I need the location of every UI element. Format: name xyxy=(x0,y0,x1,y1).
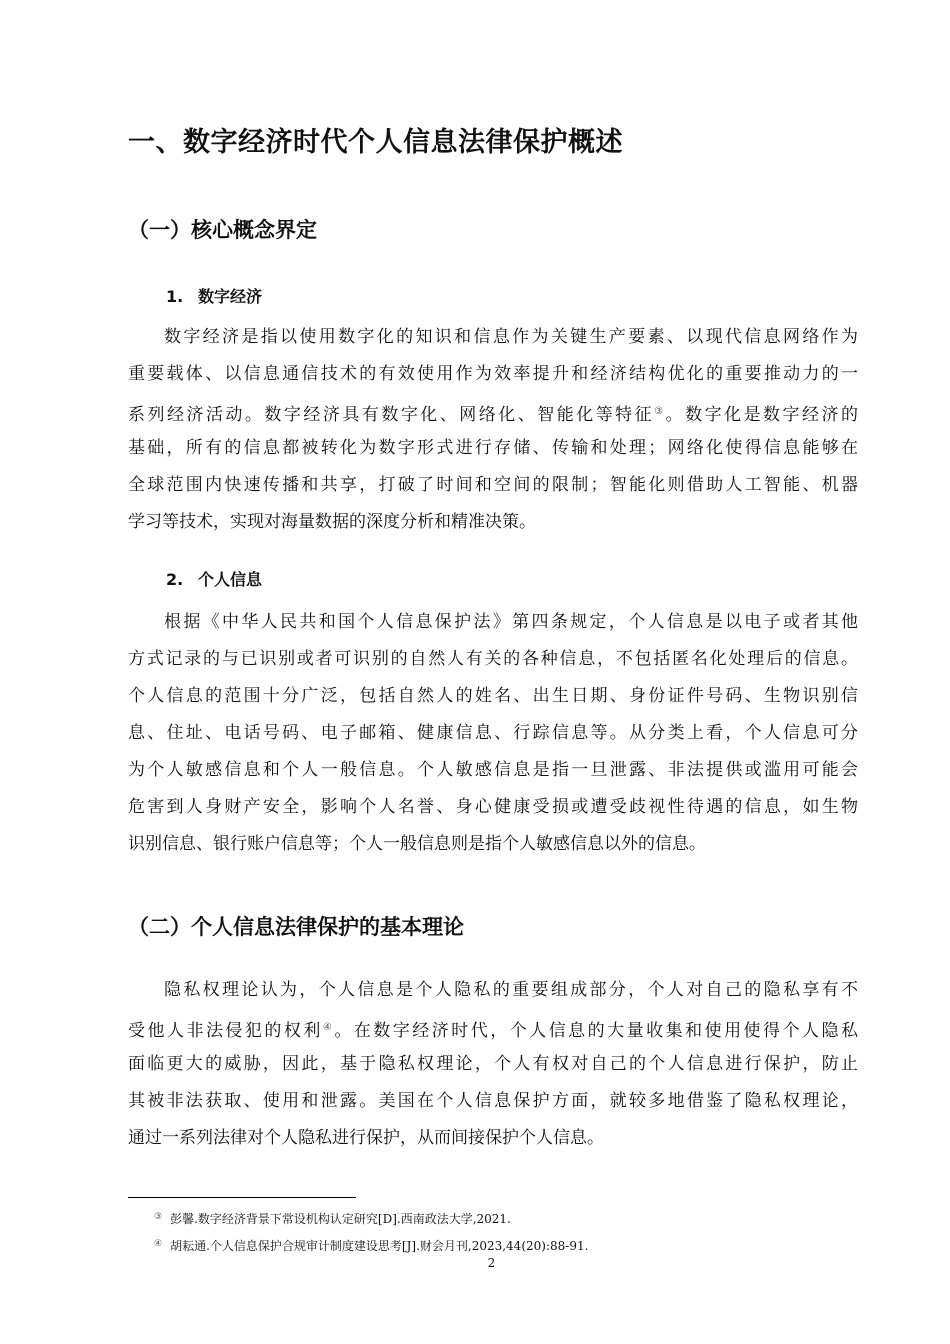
text-line: 隐私权理论认为，个人信息是个人隐私的重要组成部分，个人对自己的隐私享有不 xyxy=(164,980,858,1000)
paragraph-digital-economy xyxy=(128,319,858,541)
subsection-number: 1. xyxy=(166,287,184,306)
chapter-heading: 一、数字经济时代个人信息法律保护概述 xyxy=(128,127,623,158)
footnote-ref-4[interactable]: ④ xyxy=(322,1022,335,1033)
text-line: 危害到人身财产安全，影响个人名誉、身心健康受损或遭受歧视性待遇的信息，如生物 xyxy=(128,797,858,817)
subsection-heading-digital-economy xyxy=(166,284,262,307)
text-line: 方式记录的与已识别或者可识别的自然人有关的各种信息，不包括匿名化处理后的信息。 xyxy=(128,649,858,669)
text-line: 重要载体、以信息通信技术的有效使用作为效率提升和经济结构优化的重要推动力的一 xyxy=(128,364,858,384)
text-fragment: 系列经济活动。数字经济具有数字化、网络化、智能化等特征 xyxy=(128,405,655,425)
subsection-heading-personal-info xyxy=(166,567,262,590)
text-fragment: 受他人非法侵犯的权利 xyxy=(128,1021,323,1041)
page-number: 2 xyxy=(487,1256,496,1270)
text-line: 根据《中华人民共和国个人信息保护法》第四条规定，个人信息是以电子或者其他 xyxy=(164,612,858,632)
subsection-title: 个人信息 xyxy=(198,570,263,589)
footnote-4 xyxy=(154,1236,588,1254)
footnote-mark: ④ xyxy=(154,1239,163,1249)
text-line: 其被非法获取、使用和泄露。美国在个人信息保护方面，就较多地借鉴了隐私权理论， xyxy=(128,1091,858,1111)
paragraph-privacy-theory xyxy=(128,972,858,1157)
text-line: 通过一系列法律对个人隐私进行保护，从而间接保护个人信息。 xyxy=(128,1128,604,1148)
footnote-separator xyxy=(128,1197,356,1198)
footnote-text: 彭馨.数字经济背景下常设机构认定研究[D].西南政法大学,2021. xyxy=(170,1212,511,1226)
text-line: 为个人敏感信息和个人一般信息。个人敏感信息是指一旦泄露、非法提供或滥用可能会 xyxy=(128,760,858,780)
footnote-ref-3[interactable]: ③ xyxy=(654,406,666,417)
subsection-title: 数字经济 xyxy=(198,287,263,306)
text-fragment: 。数字化是数字经济的 xyxy=(665,405,859,425)
footnote-text: 胡耘通.个人信息保护合规审计制度建设思考[J].财会月刊,2023,44(20):88-91. xyxy=(170,1239,589,1253)
section-heading-basic-theory: （二）个人信息法律保护的基本理论 xyxy=(128,915,464,939)
text-line xyxy=(128,393,858,430)
text-line: 识别信息、银行账户信息等；个人一般信息则是指个人敏感信息以外的信息。 xyxy=(128,834,706,854)
text-line: 基础，所有的信息都被转化为数字形式进行存储、传输和处理；网络化使得信息能够在 xyxy=(128,438,858,458)
section-heading-core-concepts: （一）核心概念界定 xyxy=(128,218,317,242)
text-line: 息、住址、电话号码、电子邮箱、健康信息、行踪信息等。从分类上看，个人信息可分 xyxy=(128,723,858,743)
text-fragment: 。在数字经济时代，个人信息的大量收集和使用使得个人隐私 xyxy=(334,1021,858,1041)
text-line: 全球范围内快速传播和共享，打破了时间和空间的限制；智能化则借助人工智能、机器 xyxy=(128,475,858,495)
footnote-3 xyxy=(154,1209,511,1227)
text-line: 面临更大的威胁，因此，基于隐私权理论，个人有权对自己的个人信息进行保护，防止 xyxy=(128,1054,858,1074)
text-line: 学习等技术，实现对海量数据的深度分析和精准决策。 xyxy=(128,512,536,532)
subsection-number: 2. xyxy=(166,570,184,589)
footnote-mark: ③ xyxy=(154,1212,163,1222)
text-line: 数字经济是指以使用数字化的知识和信息作为关键生产要素、以现代信息网络作为 xyxy=(164,327,858,347)
text-line xyxy=(128,1009,858,1046)
text-line: 个人信息的范围十分广泛，包括自然人的姓名、出生日期、身份证件号码、生物识别信 xyxy=(128,686,858,706)
paragraph-personal-info xyxy=(128,604,858,863)
